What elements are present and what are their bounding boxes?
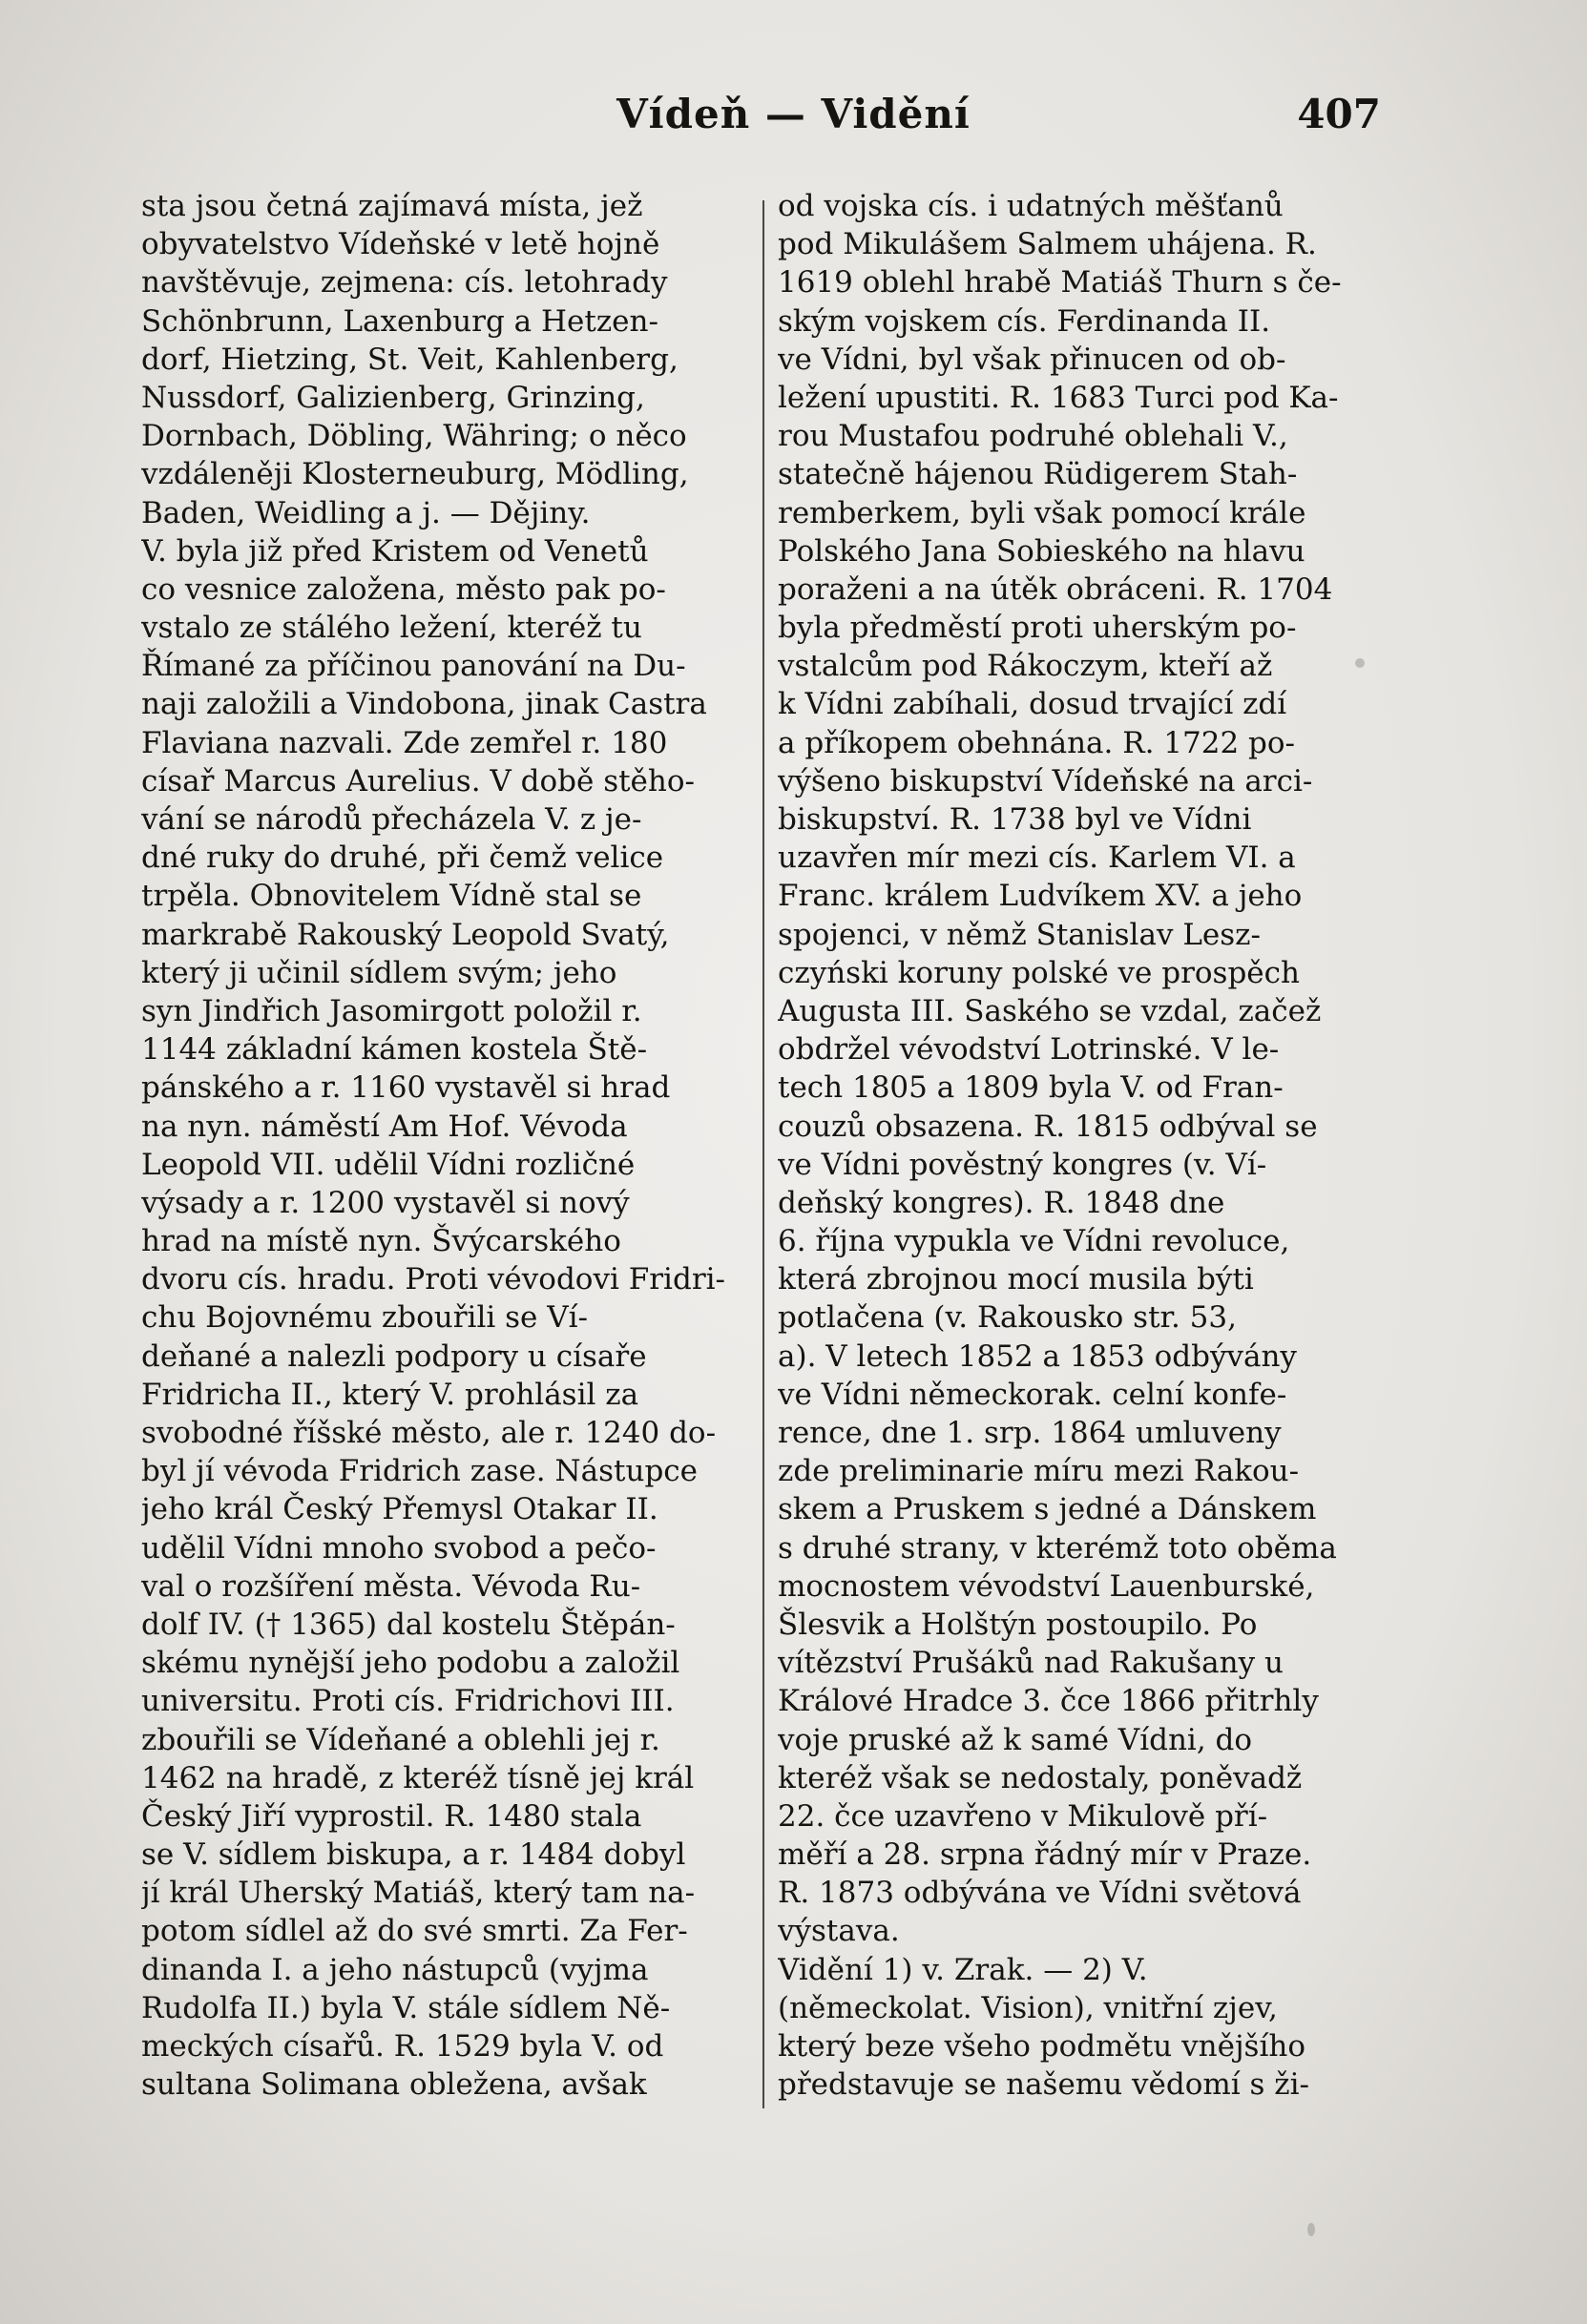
text-line: meckých císařů. R. 1529 byla V. od xyxy=(141,2029,664,2064)
text-line: obdržel vévodství Lotrinské. V le- xyxy=(778,1032,1280,1068)
text-line: remberkem, byli však pomocí krále xyxy=(778,495,1306,530)
text-line: couzů obsazena. R. 1815 odbýval se xyxy=(778,1109,1318,1144)
text-line: obyvatelstvo Vídeňské v letě hojně xyxy=(141,227,660,262)
text-line: 1462 na hradě, z kteréž tísně jej král xyxy=(141,1760,695,1795)
text-line: syn Jindřich Jasomirgott položil r. xyxy=(141,993,642,1028)
text-line: tech 1805 a 1809 byla V. od Fran- xyxy=(778,1070,1284,1106)
text-line: a příkopem obehnána. R. 1722 po- xyxy=(778,725,1296,760)
text-line: který beze všeho podmětu vnějšího xyxy=(778,2029,1306,2064)
text-line: Římané za příčinou panování na Du- xyxy=(141,649,686,684)
text-line: vstalo ze stálého ležení, kteréž tu xyxy=(141,611,642,646)
page-header xyxy=(0,91,1587,148)
text-line: jí král Uherský Matiáš, který tam na- xyxy=(141,1876,696,1911)
text-line: dorf, Hietzing, St. Veit, Kahlenberg, xyxy=(141,342,679,377)
text-line: vstalcům pod Rákoczym, kteří až xyxy=(778,649,1273,684)
text-line: výsady a r. 1200 vystavěl si nový xyxy=(141,1185,630,1220)
text-line: měří a 28. srpna řádný mír v Praze. xyxy=(778,1837,1312,1873)
text-line: císař Marcus Aurelius. V době stěho- xyxy=(141,763,696,799)
text-line: svobodné říšské město, ale r. 1240 do- xyxy=(141,1416,717,1450)
text-line: ležení upustiti. R. 1683 Turci pod Ka- xyxy=(778,380,1339,415)
text-line: hrad na místě nyn. Švýcarského xyxy=(141,1224,621,1259)
text-line: chu Bojovnému zbouřili se Ví- xyxy=(141,1300,589,1336)
text-line: Schönbrunn, Laxenburg a Hetzen- xyxy=(141,303,658,339)
left-column xyxy=(141,187,752,2104)
text-line: statečně hájenou Rüdigerem Stah- xyxy=(778,457,1298,492)
column-divider xyxy=(762,200,764,2108)
text-line: potlačena (v. Rakousko str. 53, xyxy=(778,1300,1237,1336)
text-line: Flaviana nazvali. Zde zemřel r. 180 xyxy=(141,725,668,760)
text-line: mocnostem vévodství Lauenburské, xyxy=(778,1568,1315,1604)
text-line: vítězství Prušáků nad Rakušany u xyxy=(778,1646,1284,1681)
text-line: pod Mikulášem Salmem uhájena. R. xyxy=(778,227,1317,262)
text-line: Fridricha II., který V. prohlásil za xyxy=(141,1377,639,1412)
text-line: udělil Vídni mnoho svobod a pečo- xyxy=(141,1530,657,1566)
text-line: pánského a r. 1160 vystavěl si hrad xyxy=(141,1070,671,1106)
text-line: potom sídlel až do své smrti. Za Fer- xyxy=(141,1914,688,1949)
text-line: která zbrojnou mocí musila býti xyxy=(778,1262,1254,1297)
text-line: byl jí vévoda Fridrich zase. Nástupce xyxy=(141,1454,698,1489)
text-line: který ji učinil sídlem svým; jeho xyxy=(141,955,617,990)
text-line: naji založili a Vindobona, jinak Castra xyxy=(141,687,707,722)
text-line: poraženi a na útěk obráceni. R. 1704 xyxy=(778,571,1333,607)
text-line: Šlesvik a Holštýn postoupilo. Po xyxy=(778,1607,1258,1642)
text-line: rou Mustafou podruhé oblehali V., xyxy=(778,419,1288,454)
text-line: vzdáleněji Klosterneuburg, Mödling, xyxy=(141,457,689,492)
text-line: Franc. králem Ludvíkem XV. a jeho xyxy=(778,879,1303,914)
text-line: jeho král Český Přemysl Otakar II. xyxy=(141,1492,658,1527)
text-line: k Vídni zabíhali, dosud trvající zdí xyxy=(778,687,1287,722)
text-line: ve Vídni, byl však přinucen od ob- xyxy=(778,342,1286,377)
text-line: rence, dne 1. srp. 1864 umluveny xyxy=(778,1416,1282,1450)
text-line: se V. sídlem biskupa, a r. 1484 dobyl xyxy=(141,1837,686,1873)
text-line: dinanda I. a jeho nástupců (vyjma xyxy=(141,1952,649,1987)
text-line: trpěla. Obnovitelem Vídně stal se xyxy=(141,879,642,914)
text-line: ve Vídni pověstný kongres (v. Ví- xyxy=(778,1147,1267,1182)
text-line: ve Vídni německorak. celní konfe- xyxy=(778,1377,1287,1412)
text-line: deňané a nalezli podpory u císaře xyxy=(141,1338,647,1374)
text-line: s druhé strany, v kterémž toto oběma xyxy=(778,1530,1337,1566)
text-line: val o rozšíření města. Vévoda Ru- xyxy=(141,1568,641,1604)
text-line: Leopold VII. udělil Vídni rozličné xyxy=(141,1147,636,1182)
text-line: zbouřili se Vídeňané a oblehli jej r. xyxy=(141,1722,660,1757)
text-line: skem a Pruskem s jedné a Dánskem xyxy=(778,1492,1317,1527)
text-line: Králové Hradce 3. čce 1866 přitrhly xyxy=(778,1684,1319,1719)
text-line: markrabě Rakouský Leopold Svatý, xyxy=(141,917,670,952)
text-line: V. byla již před Kristem od Venetů xyxy=(141,533,649,569)
text-line: dné ruky do druhé, při čemž velice xyxy=(141,840,664,876)
text-line: zde preliminarie míru mezi Rakou- xyxy=(778,1454,1300,1489)
text-line: uzavřen mír mezi cís. Karlem VI. a xyxy=(778,840,1296,876)
text-line: Baden, Weidling a j. — Dějiny. xyxy=(141,495,591,530)
right-column xyxy=(778,187,1389,2104)
text-line: Vidění 1) v. Zrak. — 2) V. xyxy=(778,1952,1148,1987)
text-line: skému nynější jeho podobu a založil xyxy=(141,1646,680,1681)
text-line: výšeno biskupství Vídeňské na arci- xyxy=(778,763,1313,799)
page-number: 407 xyxy=(1297,91,1381,137)
text-line: czyński koruny polské ve prospěch xyxy=(778,955,1300,990)
text-line: Český Jiří vyprostil. R. 1480 stala xyxy=(141,1798,642,1834)
running-head: Vídeň — Vidění xyxy=(616,91,971,137)
text-line: kteréž však se nedostaly, poněvadž xyxy=(778,1760,1303,1795)
text-line: 22. čce uzavřeno v Mikulově pří- xyxy=(778,1798,1268,1834)
text-line: navštěvuje, zejmena: cís. letohrady xyxy=(141,265,668,301)
text-line: R. 1873 odbývána ve Vídni světová xyxy=(778,1876,1302,1911)
text-line: dolf IV. († 1365) dal kostelu Štěpán- xyxy=(141,1607,676,1642)
text-line: deňský kongres). R. 1848 dne xyxy=(778,1185,1225,1220)
text-line: 1619 oblehl hrabě Matiáš Thurn s če- xyxy=(778,265,1342,301)
text-line: (německolat. Vision), vnitřní zjev, xyxy=(778,1990,1278,2025)
text-line: výstava. xyxy=(778,1914,900,1949)
text-line: Augusta III. Saského se vzdal, začež xyxy=(778,993,1322,1028)
text-line: dvoru cís. hradu. Proti vévodovi Fridri- xyxy=(141,1262,726,1297)
paper-speck xyxy=(1307,2223,1315,2236)
text-line: vání se národů přecházela V. z je- xyxy=(141,802,642,837)
text-line: universitu. Proti cís. Fridrichovi III. xyxy=(141,1684,675,1719)
text-line: od vojska cís. i udatných měšťanů xyxy=(778,189,1284,223)
text-line: sultana Solimana obležena, avšak xyxy=(141,2067,647,2103)
text-line: Rudolfa II.) byla V. stále sídlem Ně- xyxy=(141,1990,671,2025)
text-line: 6. října vypukla ve Vídni revoluce, xyxy=(778,1224,1290,1259)
text-line: 1144 základní kámen kostela Ště- xyxy=(141,1032,648,1068)
text-line: Nussdorf, Galizienberg, Grinzing, xyxy=(141,380,645,415)
text-line: byla předměstí proti uherským po- xyxy=(778,611,1297,646)
text-line: ským vojskem cís. Ferdinanda II. xyxy=(778,303,1271,339)
text-line: voje pruské až k samé Vídni, do xyxy=(778,1722,1253,1757)
text-line: Polského Jana Sobieského na hlavu xyxy=(778,533,1305,569)
text-line: co vesnice založena, město pak po- xyxy=(141,571,666,607)
text-line: na nyn. náměstí Am Hof. Vévoda xyxy=(141,1109,628,1144)
text-line: biskupství. R. 1738 byl ve Vídni xyxy=(778,802,1252,837)
text-line: sta jsou četná zajímavá místa, jež xyxy=(141,189,643,223)
text-line: spojenci, v němž Stanislav Lesz- xyxy=(778,917,1261,952)
text-line: představuje se našemu vědomí s ži- xyxy=(778,2067,1310,2103)
text-line: Dornbach, Döbling, Währing; o něco xyxy=(141,419,687,454)
text-line: a). V letech 1852 a 1853 odbývány xyxy=(778,1338,1297,1374)
